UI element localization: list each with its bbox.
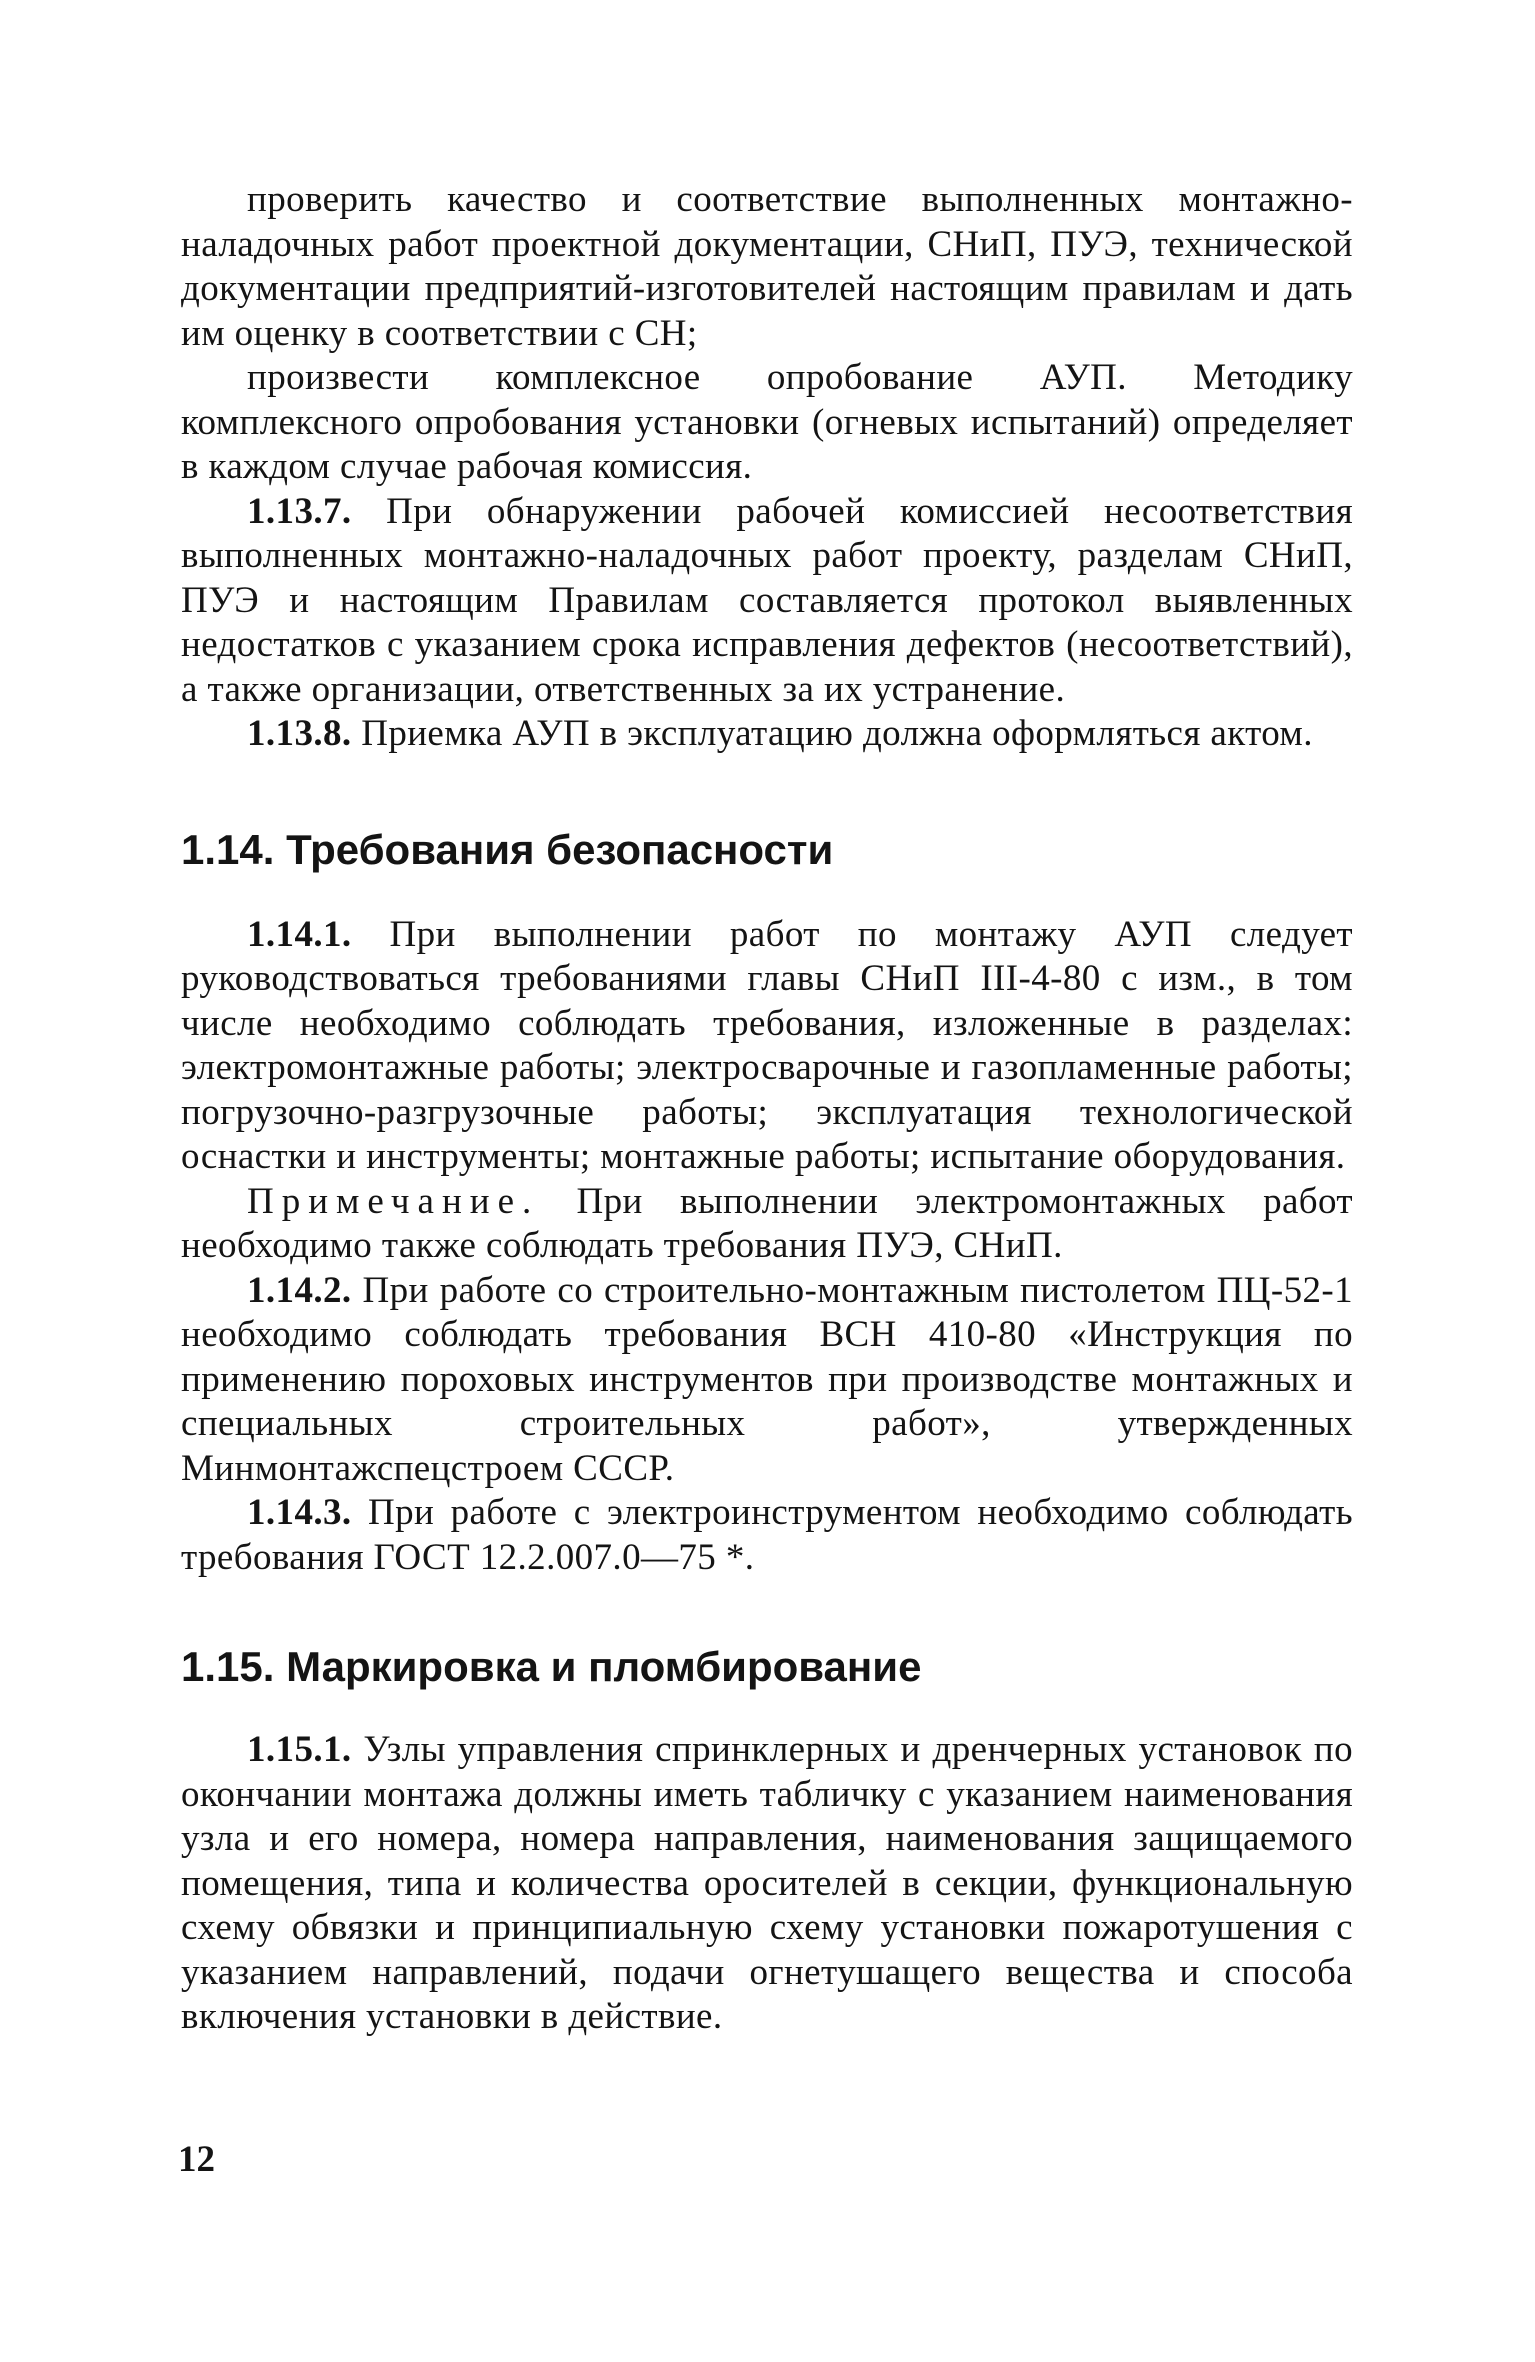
item-number: 1.14.3. [247, 1492, 352, 1533]
note-text: При выполнении электромонтажных работ необходимо также соблюдать требования ПУЭ, СНиП. [181, 1180, 1353, 1266]
item-number: 1.13.8. [247, 713, 352, 754]
item-1-14-2 [181, 1269, 1353, 1492]
item-1-14-1 [181, 913, 1353, 1180]
item-1-13-7 [181, 490, 1353, 713]
item-text: При выполнении работ по монтажу АУП следует руководствоваться требованиями главы СНиП III-4-80 с изм., в том числе необходимо соблюдать требования, изложенные в разделах: электромонтажные работы; электросварочные и газопламенные работы; погрузочно-разгрузочные работы; эксплуатация технологической оснастки и инструменты; монтажные работы; испытание оборудования. [181, 913, 1353, 1177]
item-number: 1.14.1. [247, 913, 352, 955]
item-text: Узлы управления спринклерных и дренчерных установок по окончании монтажа должны иметь табличку с указанием наименования узла и его номера, номера направления, наименования защищаемого помещения, типа и количества оросителей в секции, функциональную схему обвязки и принципиальную схему установки пожаротушения с указанием направлений, подачи огнетушащего вещества и способа включения установки в действие. [181, 1729, 1353, 2037]
page-number: 12 [178, 2139, 215, 2180]
section-heading-marking: 1.15. Маркировка и пломбирование [181, 1643, 922, 1690]
item-1-15-1 [181, 1728, 1353, 2040]
item-text: При работе с электроинструментом необходимо соблюдать требования ГОСТ 12.2.007.0—75 *. [181, 1492, 1353, 1578]
item-text: При обнаружении рабочей комиссией несоответствия выполненных монтажно-наладочных работ проекту, разделам СНиП, ПУЭ и настоящим Правилам составляется протокол выявленных недостатков с указанием срока исправления дефектов (несоответствий), а также организации, ответственных за их устранение. [181, 490, 1353, 710]
item-1-14-3 [181, 1491, 1353, 1580]
paragraph-check-quality: проверить качество и соответствие выполненных монтажно-наладочных работ проектной документации, СНиП, ПУЭ, технической документации предприятий-изготовителей настоящим правилам и дать им оценку в соответствии с СН; [181, 179, 1353, 354]
item-number: 1.14.2. [247, 1269, 352, 1311]
item-text: Приемка АУП в эксплуатацию должна оформляться актом. [351, 713, 1313, 754]
item-number: 1.15.1. [247, 1729, 352, 1770]
item-number: 1.13.7. [247, 490, 352, 532]
page-body [181, 178, 1353, 2040]
item-1-13-8 [181, 712, 1353, 757]
paragraph-complex-testing: произвести комплексное опробование АУП. Методику комплексного опробования установки (огневых испытаний) определяет в каждом случае рабочая комиссия. [181, 357, 1353, 487]
item-text: При работе со строительно-монтажным пистолетом ПЦ-52-1 необходимо соблюдать требования ВСН 410-80 «Инструкция по применению пороховых инструментов при производстве монтажных и специальных строительных работ», утвержденных Минмонтажспецстроем СССР. [181, 1269, 1353, 1489]
note-label: Примечание. [247, 1180, 540, 1222]
section-heading-safety: 1.14. Требования безопасности [181, 825, 834, 873]
note-paragraph [181, 1180, 1353, 1269]
